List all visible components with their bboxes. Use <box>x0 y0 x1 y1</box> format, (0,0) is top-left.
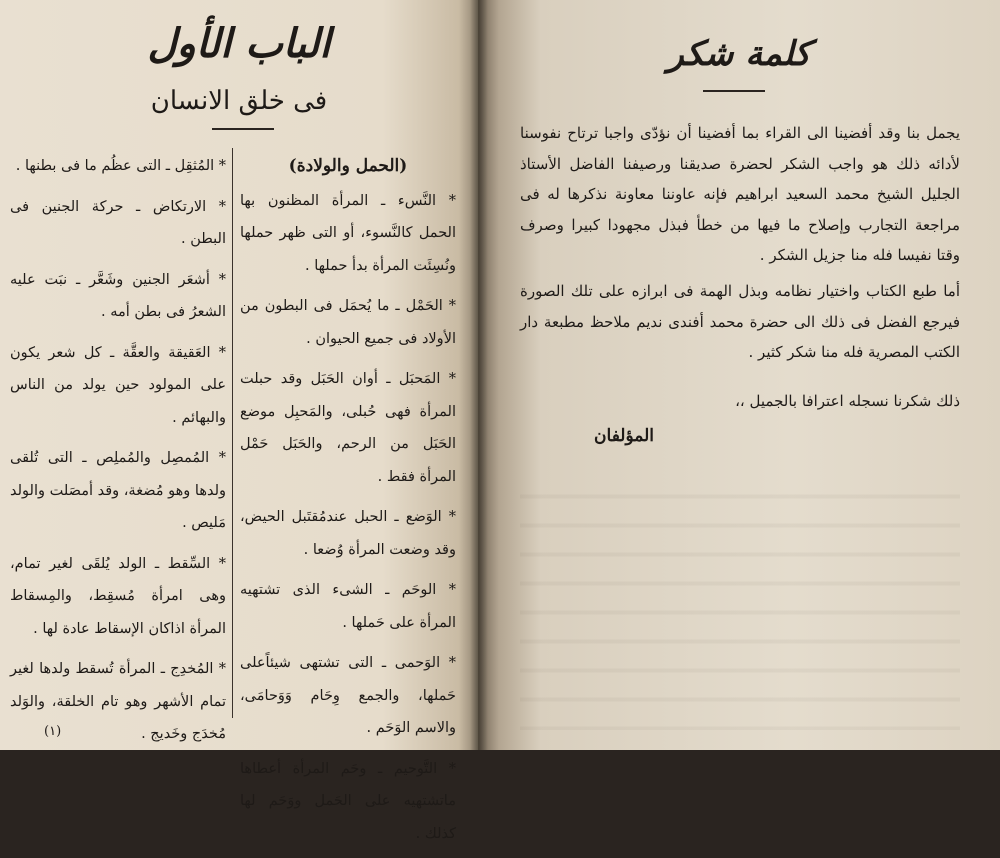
entry: * الوَحمى ـ التى تشتهى شيئاًعلى حَملها، والجمع وِحَام وَوَحامَى، والاسم الوَحَم . <box>240 655 456 736</box>
entry: * المُخدِج ـ المرأة تُسقط ولدها لغير تمام الأشهر وهو تام الخلقة، والوَلد مُخدَج وخَديج . <box>10 661 226 742</box>
entry: * التَّوحيم ـ وحَم المرأة أعطاها ماتشتهيه على الحَمل ووَحَم لها كذلك . <box>240 760 456 842</box>
closing-line: ذلك شكرنا نسجله اعترافا بالجميل ،، <box>735 392 960 410</box>
column-divider <box>232 148 233 718</box>
book-gutter <box>470 0 488 750</box>
entry: * الوحَم ـ الشىء الذى تشتهيه المرأة على حَملها . <box>240 582 456 631</box>
entry: * العَقيقة والعقَّة ـ كل شعر يكون على المولود حين يولد من الناس والبهائم . <box>10 344 226 426</box>
left-column <box>10 150 226 759</box>
entry: * المُمصِل والمُملِص ـ التى تُلقى ولدها وهو مُضغة، وقد أمصَلت والولد مَليص . <box>10 450 226 531</box>
chapter-subtitle: فى خلق الانسان <box>150 86 328 116</box>
show-through-texture <box>520 470 960 730</box>
title-divider-right <box>703 90 765 92</box>
entry: * الحَمْل ـ ما يُحمَل فى البطون من الأولاد فى جميع الحيوان . <box>240 298 456 347</box>
chapter-title: الباب الأول <box>147 20 331 67</box>
entry: * السِّقط ـ الولد يُلقَى لغير تمام، وهى امرأة مُسقِط، والمِسقاط المرأة اذاكان الإسقاط عادة لها . <box>10 555 226 637</box>
left-page <box>0 0 478 842</box>
entry: * النَّسء ـ المرأة المظنون بها الحمل كالنَّسوء، أو التى ظهر حملها ونُسِئَت المرأة بدأ حملها . <box>240 192 456 274</box>
right-column <box>240 150 456 858</box>
title-divider <box>212 128 274 130</box>
entry: * المُثقِل ـ التى عظُم ما فى بطنها . <box>15 158 226 174</box>
page-number: (١) <box>44 724 62 739</box>
acknowledgement-title: كلمة شكر <box>667 34 811 74</box>
section-heading: (الحمل والولادة) <box>288 156 408 176</box>
entry: * الوَضع ـ الحبل عندمُقتَبل الحيض، وقد وضعت المرأة وُضعا . <box>240 509 456 558</box>
entry: * المَحبَل ـ أوان الحَبَل وقد حبلت المرأة فهى حُبلى، والمَحبِل موضع الحَبَل من الرحم، والحَبَل حَمْل المرأة فقط . <box>240 371 456 485</box>
acknowledgement-paragraph-1: يجمل بنا وقد أفضينا الى القراء بما أفضينا أن نؤدّى واجبا ترتاح نفوسنا لأدائه ذلك هو واجب الشكر لحضرة صديقنا ورصيفنا الفاضل الأستاذ الجليل الشيخ محمد السعيد ابراهيم فإنه عاوننا معاونة نذكرها له فى مراجعة التجارب وإصلاح ما فيها من خطأ فبذل مجهودا كبيرا وصرف وقتا نفيسا فله منا جزيل الشكر . <box>520 124 960 264</box>
entry: * أشعَر الجنين وشَعَّر ـ نبَت عليه الشعرُ فى بطن أمه . <box>10 271 226 320</box>
entry: * الارتكاض ـ حركة الجنين فى البطن . <box>10 198 226 247</box>
acknowledgement-paragraph-2: أما طبع الكتاب واختيار نظامه وبذل الهمة فى ابرازه على تلك الصورة فيرجع الفضل فى ذلك الى حضرة محمد أفندى نديم ملاحظ مطبعة دار الكتب المصرية فله منا شكر كثير . <box>520 282 960 361</box>
authors-signature: المؤلفان <box>594 426 654 446</box>
